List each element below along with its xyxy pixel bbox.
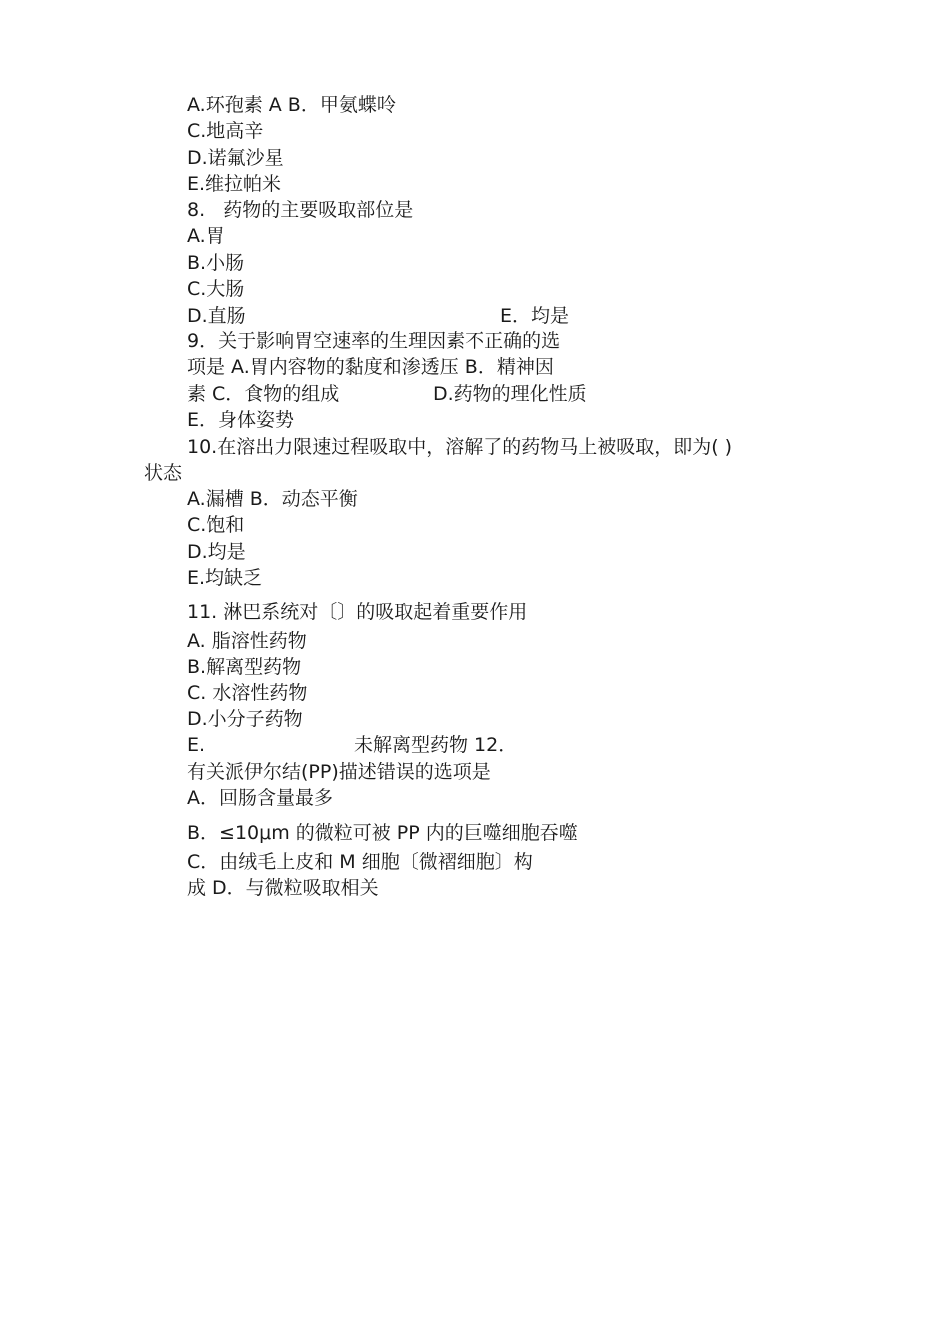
q10-option-c: C.饱和 — [187, 514, 245, 536]
q9-option-c: 素 C．食物的组成 — [187, 383, 340, 405]
q12-stem: 有关派伊尔结(PP)描述错误的选项是 — [187, 761, 491, 783]
q7-option-d: D.诺氟沙星 — [187, 147, 284, 169]
q9-stem: 9．关于影响胃空速率的生理因素不正确的选 — [187, 330, 561, 352]
q12-option-b: B．≤10μm 的微粒可被 PP 内的巨噬细胞吞噬 — [187, 822, 578, 844]
q8-option-e: E．均是 — [500, 305, 570, 327]
q11-option-e-text: 未解离型药物 12． — [354, 734, 518, 756]
q8-option-d: D.直肠 — [187, 305, 246, 327]
q7-option-c: C.地高辛 — [187, 120, 264, 142]
q11-option-e-label: E. — [187, 734, 206, 756]
q10-option-e: E.均缺乏 — [187, 567, 263, 589]
q12-option-c: C．由绒毛上皮和 M 细胞〔微褶细胞〕构 — [187, 851, 533, 873]
q12-option-d: 成 D．与微粒吸取相关 — [187, 877, 379, 899]
q8-option-a: A.胃 — [187, 225, 225, 247]
q8-stem: 8. 药物的主要吸取部位是 — [187, 199, 414, 221]
q11-option-b: B.解离型药物 — [187, 656, 302, 678]
q9-option-e: E．身体姿势 — [187, 409, 295, 431]
q9-stem-cont: 项是 A.胃内容物的黏度和渗透压 B．精神因 — [187, 356, 554, 378]
q10-stem: 10.在溶出力限速过程吸取中，溶解了的药物马上被吸取，即为( ) — [187, 436, 733, 458]
q10-option-d: D.均是 — [187, 541, 246, 563]
q7-option-a-b: A.环孢素 A B．甲氨蝶呤 — [187, 94, 396, 116]
q11-option-d: D.小分子药物 — [187, 708, 303, 730]
q8-option-c: C.大肠 — [187, 278, 245, 300]
q9-option-d: D.药物的理化性质 — [433, 383, 587, 405]
q10-option-a-b: A.漏槽 B．动态平衡 — [187, 488, 358, 510]
q7-option-e: E.维拉帕米 — [187, 173, 282, 195]
q11-option-a: A. 脂溶性药物 — [187, 630, 307, 652]
q11-option-c: C. 水溶性药物 — [187, 682, 308, 704]
q12-option-a: A．回肠含量最多 — [187, 787, 333, 809]
q8-option-b: B.小肠 — [187, 252, 245, 274]
q11-stem: 11. 淋巴系统对〔〕的吸取起着重要作用 — [187, 601, 528, 623]
q10-stem-cont: 状态 — [144, 462, 183, 484]
